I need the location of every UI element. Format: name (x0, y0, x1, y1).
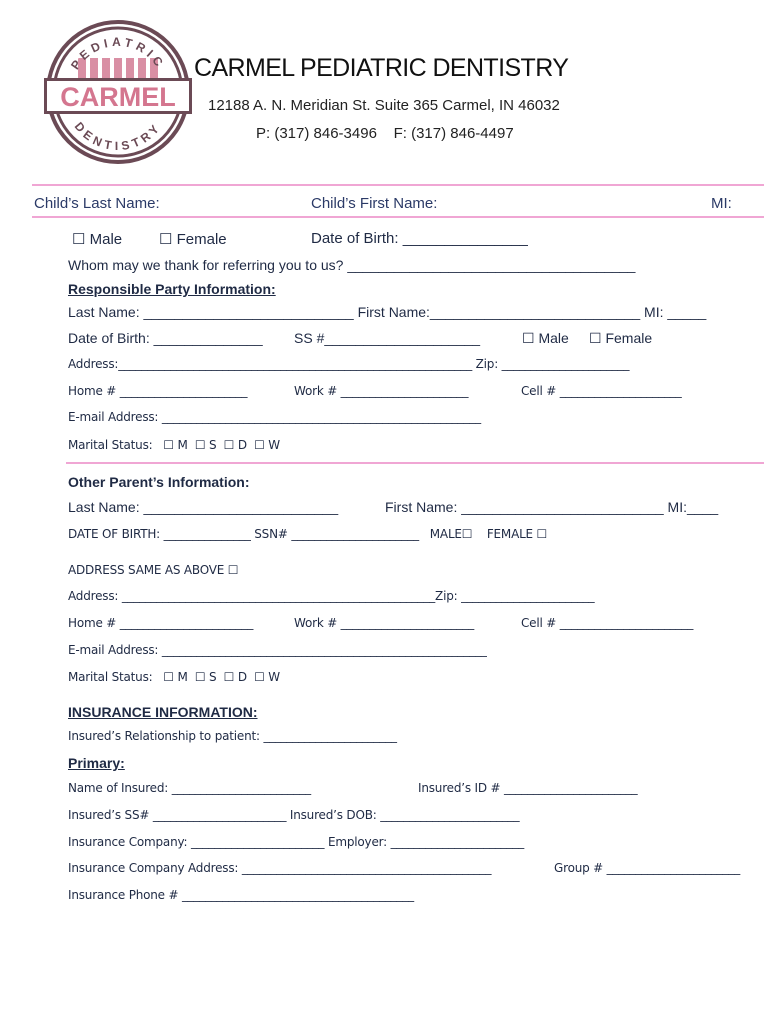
other-parent-first-name-field[interactable]: First Name: __________________________ MI:____ (385, 499, 719, 515)
divider-top (32, 184, 764, 186)
other-parent-marital-status[interactable]: Marital Status: ☐ M ☐ S ☐ D ☐ W (68, 670, 280, 684)
child-mi-label: MI: (711, 195, 732, 212)
insurance-group-field[interactable]: Group # _______________________ (554, 861, 741, 875)
other-parent-address-same-checkbox[interactable]: ADDRESS SAME AS ABOVE ☐ (68, 563, 239, 577)
child-female-checkbox[interactable]: ☐ Female (159, 231, 227, 248)
responsible-dob-field[interactable]: Date of Birth: ______________ (68, 330, 263, 346)
responsible-address-field[interactable]: Address:_____________________________________________________________ Zip: ______________________ (68, 357, 630, 371)
child-male-checkbox[interactable]: ☐ Male (72, 231, 123, 248)
responsible-heading: Responsible Party Information: (68, 281, 276, 297)
other-parent-work-field[interactable]: Work # _______________________ (294, 616, 475, 630)
practice-name: CARMEL PEDIATRIC DENTISTRY (194, 54, 569, 82)
responsible-email-field[interactable]: E-mail Address: _______________________________________________________ (68, 410, 481, 424)
other-parent-email-field[interactable]: E-mail Address: ________________________________________________________ (68, 643, 487, 657)
divider-other-parent (66, 462, 764, 464)
other-parent-heading: Other Parent’s Information: (68, 474, 250, 490)
logo-name: CARMEL (60, 82, 176, 112)
divider-child (32, 216, 764, 218)
logo-arc-bottom: DENTISTRY (71, 119, 165, 154)
responsible-ss-field[interactable]: SS #____________________ (294, 330, 481, 346)
logo-arc-top: PEDIATRIC (67, 34, 169, 73)
insurance-heading: INSURANCE INFORMATION: (68, 704, 258, 720)
responsible-marital-status[interactable]: Marital Status: ☐ M ☐ S ☐ D ☐ W (68, 438, 280, 452)
other-parent-dob-ssn-gender[interactable]: DATE OF BIRTH: _______________ SSN# ______________________ MALE☐ FEMALE ☐ (68, 527, 548, 541)
other-parent-cell-field[interactable]: Cell # _______________________ (521, 616, 694, 630)
other-parent-home-field[interactable]: Home # _______________________ (68, 616, 254, 630)
practice-logo (44, 18, 192, 166)
practice-phone-fax: P: (317) 846-3496 F: (317) 846-4497 (256, 125, 514, 142)
insurance-phone-field[interactable]: Insurance Phone # ________________________________________ (68, 888, 414, 902)
referral-field[interactable]: Whom may we thank for referring you to us? _____________________________________ (68, 257, 636, 273)
insured-name-field[interactable]: Name of Insured: ________________________ (68, 781, 311, 795)
responsible-work-field[interactable]: Work # ______________________ (294, 384, 469, 398)
responsible-cell-field[interactable]: Cell # _____________________ (521, 384, 682, 398)
insured-relationship-field[interactable]: Insured’s Relationship to patient: _______________________ (68, 729, 397, 743)
insured-id-field[interactable]: Insured’s ID # _______________________ (418, 781, 638, 795)
other-parent-address-field[interactable]: Address: ______________________________________________________Zip: _______________________ (68, 589, 595, 603)
practice-address: 12188 A. N. Meridian St. Suite 365 Carmel, IN 46032 (208, 97, 560, 114)
responsible-home-field[interactable]: Home # ______________________ (68, 384, 248, 398)
responsible-male-checkbox[interactable]: ☐ Male (522, 330, 569, 346)
primary-heading: Primary: (68, 755, 125, 771)
child-last-name-label: Child’s Last Name: (34, 195, 160, 212)
insured-ss-dob-field[interactable]: Insured’s SS# _______________________ Insured’s DOB: ________________________ (68, 808, 520, 822)
other-parent-last-name-field[interactable]: Last Name: _________________________ (68, 499, 339, 515)
responsible-female-checkbox[interactable]: ☐ Female (589, 330, 653, 346)
child-dob-field[interactable]: Date of Birth: _______________ (311, 230, 528, 247)
insurance-company-employer-field[interactable]: Insurance Company: _______________________ Employer: _______________________ (68, 835, 525, 849)
insurance-company-address-field[interactable]: Insurance Company Address: ___________________________________________ (68, 861, 492, 875)
child-first-name-label: Child’s First Name: (311, 195, 438, 212)
responsible-names-field[interactable]: Last Name: ___________________________ First Name:___________________________ MI: _____ (68, 304, 707, 320)
